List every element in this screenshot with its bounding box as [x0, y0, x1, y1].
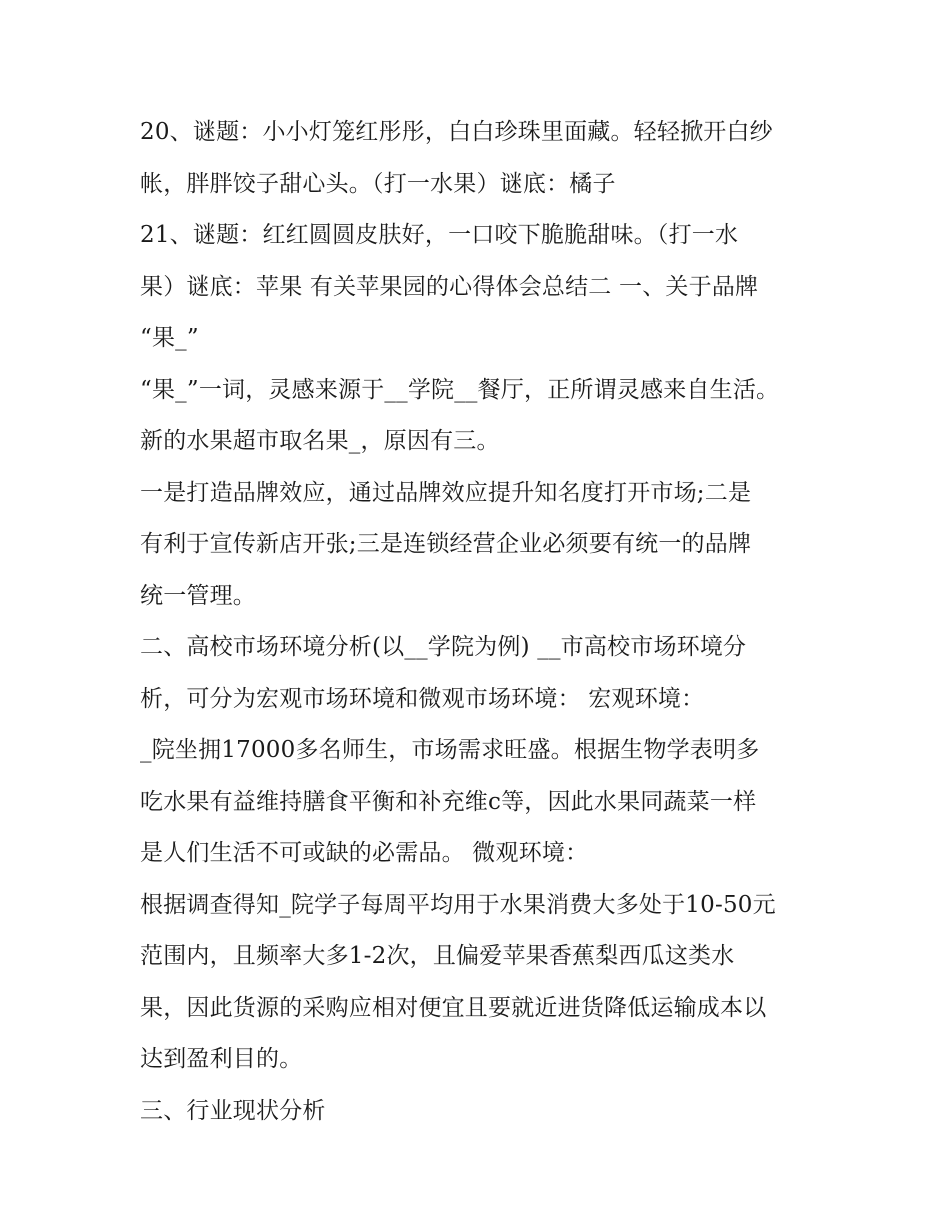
text-line: 新的水果超市取名果_，原因有三。 [140, 428, 500, 454]
text-line: 三、行业现状分析 [140, 1097, 326, 1124]
text-line: 果）谜底：苹果 有关苹果园的心得体会总结二 一、关于品牌 [140, 273, 759, 300]
text-line: 有利于宣传新店开张;三是连锁经营企业必须要有统一的品牌 [140, 531, 752, 557]
text-line: 20、谜题：小小灯笼红彤彤，白白珍珠里面藏。轻轻掀开白纱 [140, 119, 773, 145]
text-line: 吃水果有益维持膳食平衡和补充维c等，因此水果同蔬菜一样 [140, 788, 757, 815]
text-line: 21、谜题：红红圆圆皮肤好，一口咬下脆脆甜味。（打一水 [140, 222, 739, 248]
text-line: 一是打造品牌效应，通过品牌效应提升知名度打开市场;二是 [140, 479, 752, 506]
text-line: 果，因此货源的采购应相对便宜且要就近进货降低运输成本以 [140, 994, 767, 1021]
text-line: 析，可分为宏观市场环境和微观市场环境： 宏观环境： [140, 685, 705, 712]
text-line: _院坐拥17000多名师生，市场需求旺盛。根据生物学表明多 [140, 737, 760, 763]
text-line: 统一管理。 [140, 582, 256, 609]
text-line: 是人们生活不可或缺的必需品。 微观环境： [140, 840, 589, 866]
text-line: 二、高校市场环境分析(以__学院为例) __市高校市场环境分 [140, 634, 747, 660]
text-line: 达到盈利目的。 [140, 1046, 303, 1072]
text-line: “果_”一词，灵感来源于__学院__餐厅，正所谓灵感来自生活。 [140, 376, 780, 403]
text-line: 范围内，且频率大多1-2次，且偏爱苹果香蕉梨西瓜这类水 [140, 943, 735, 969]
document-body [140, 107, 820, 1137]
text-line: 根据调查得知_院学子每周平均用于水果消费大多处于10-50元 [140, 891, 776, 918]
text-line: 帐，胖胖饺子甜心头。（打一水果）谜底：橘子 [140, 170, 616, 197]
text-line: “果_” [140, 325, 199, 351]
